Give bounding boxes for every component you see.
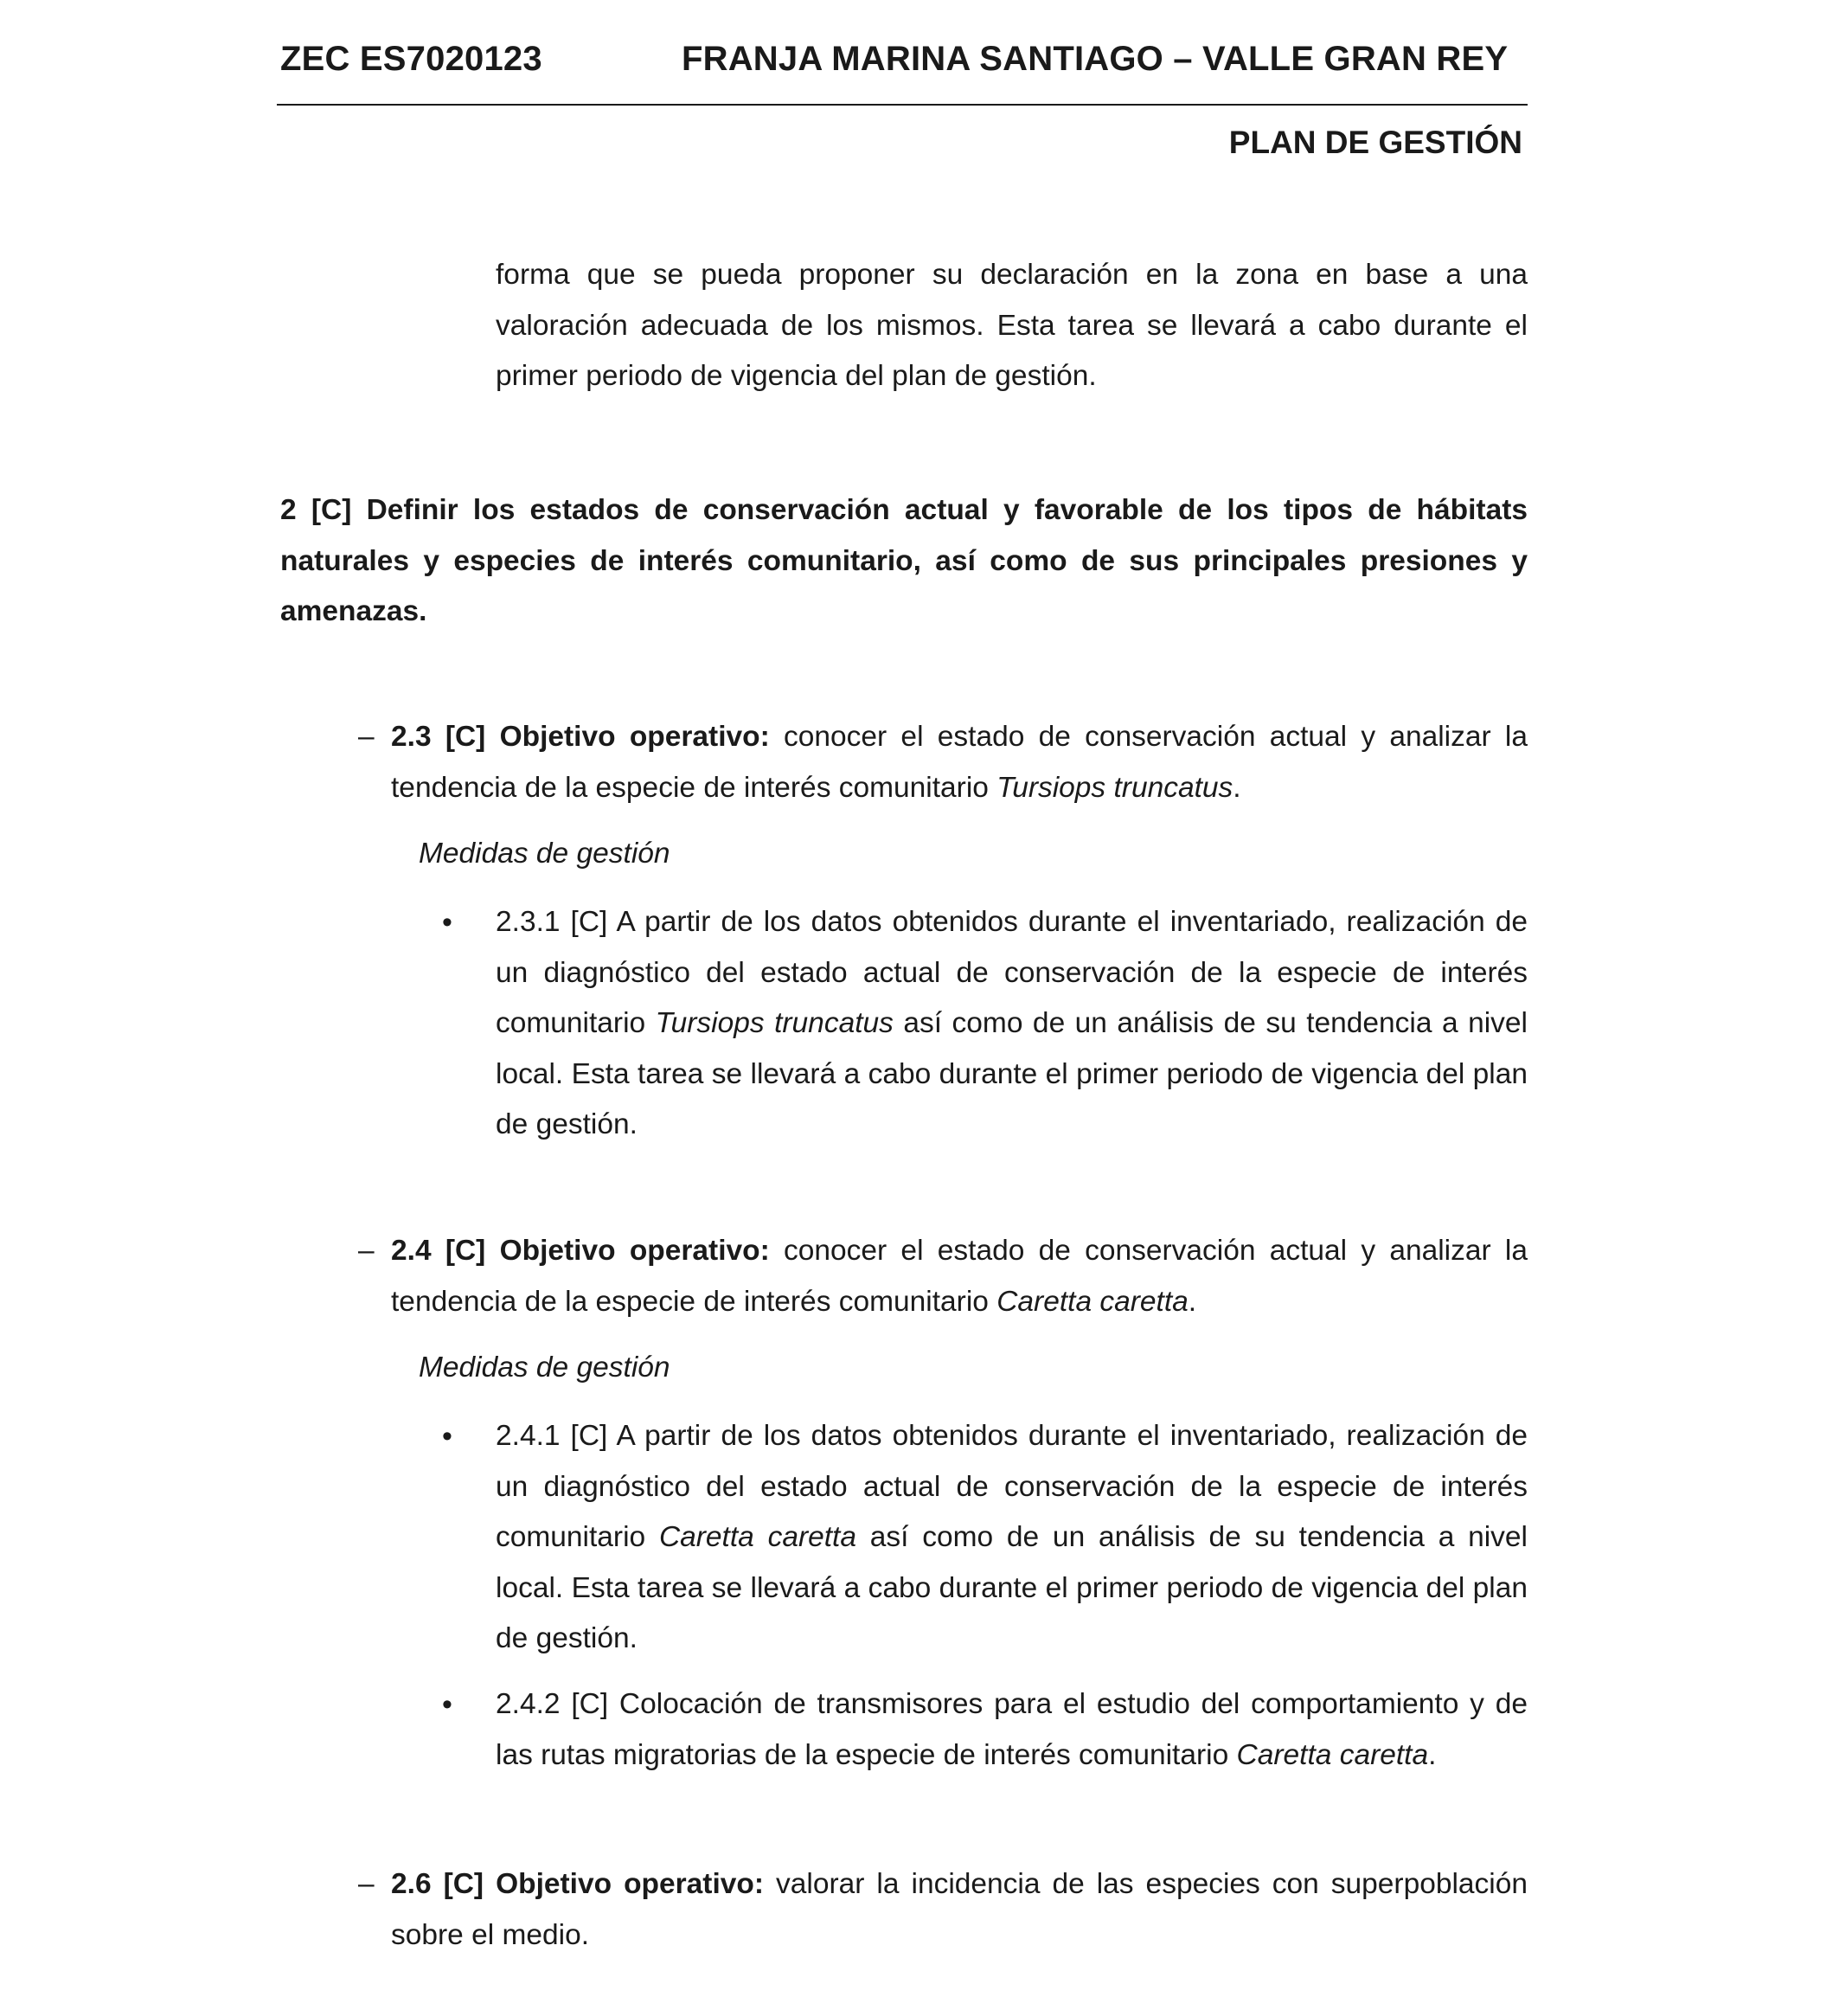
dash-marker: – xyxy=(358,1868,375,1900)
measure-2-4-1 xyxy=(496,1411,1528,1665)
intro-text: forma que se pueda proponer su declaración en la zona en base a una valoración adecuada de los mismos. Esta tarea se llevará a cabo durante el primer periodo de vigencia del plan de gestión. xyxy=(496,259,1528,392)
section-2-heading xyxy=(280,485,1528,638)
bullet-marker: • xyxy=(442,906,452,939)
objective-2-4 xyxy=(391,1226,1528,1327)
measure-2-4-1-species: Caretta caretta xyxy=(658,1521,856,1553)
bullet-marker: • xyxy=(442,1688,452,1721)
section-2-text: 2 [C] Definir los estados de conservación actual y favorable de los tipos de hábitats naturales y especies de interés comunitario, así como de sus principales presiones y amenazas. xyxy=(280,494,1528,627)
header-code: ZEC ES7020123 xyxy=(280,40,542,78)
measure-2-4-2-pre: 2.4.2 [C] Colocación de transmisores para el estudio del comportamiento y de las rutas migratorias de la especie de interés comunitario xyxy=(496,1688,1528,1771)
objective-2-4-species: Caretta caretta xyxy=(996,1285,1189,1318)
dash-marker: – xyxy=(358,1235,375,1267)
objective-2-6-text: valorar la incidencia de las especies con superpoblación sobre el medio. xyxy=(391,1868,1528,1951)
measure-2-4-1-post: así como de un análisis de su tendencia a nivel local. Esta tarea se llevará a cabo durante el primer periodo de vigencia del plan de gestión. xyxy=(496,1521,1528,1654)
measure-2-3-1 xyxy=(496,897,1528,1151)
objective-2-4-lead: 2.4 [C] Objetivo operativo: xyxy=(391,1235,770,1267)
objective-2-6-lead: 2.6 [C] Objetivo operativo: xyxy=(391,1868,765,1900)
objective-2-4-end: . xyxy=(1188,1285,1197,1318)
objective-2-3 xyxy=(391,712,1528,813)
measure-2-3-1-post: así como de un análisis de su tendencia a nivel local. Esta tarea se llevará a cabo durante el primer periodo de vigencia del plan de gestión. xyxy=(496,1007,1528,1140)
objective-2-4-text: conocer el estado de conservación actual y analizar la tendencia de la especie de interés comunitario xyxy=(391,1235,1528,1318)
measure-2-4-2-species: Caretta caretta xyxy=(1236,1738,1429,1771)
dash-marker: – xyxy=(358,721,375,753)
measure-2-4-2-post: . xyxy=(1428,1738,1437,1771)
intro-paragraph xyxy=(496,250,1528,402)
objective-2-3-text: conocer el estado de conservación actual y analizar la tendencia de la especie de interés comunitario xyxy=(391,721,1528,804)
medidas-heading-2-4: Medidas de gestión xyxy=(419,1351,670,1384)
objective-2-3-species: Tursiops truncatus xyxy=(996,771,1233,804)
header-subtitle: PLAN DE GESTIÓN xyxy=(1228,125,1522,160)
bullet-marker: • xyxy=(442,1420,452,1453)
measure-2-3-1-species: Tursiops truncatus xyxy=(655,1007,894,1039)
objective-2-3-lead: 2.3 [C] Objetivo operativo: xyxy=(391,721,770,753)
header-rule xyxy=(277,104,1528,106)
measure-2-4-1-pre: 2.4.1 [C] A partir de los datos obtenidos durante el inventariado, realización de un diagnóstico del estado actual de conservación de la especie de interés comunitario xyxy=(496,1420,1528,1553)
objective-2-6 xyxy=(391,1859,1528,1961)
objective-2-3-end: . xyxy=(1233,771,1241,804)
header-title: FRANJA MARINA SANTIAGO – VALLE GRAN REY xyxy=(682,40,1509,78)
measure-2-4-2 xyxy=(496,1679,1528,1781)
medidas-heading-2-3: Medidas de gestión xyxy=(419,838,670,870)
measure-2-3-1-pre: 2.3.1 [C] A partir de los datos obtenidos durante el inventariado, realización de un diagnóstico del estado actual de conservación de la especie de interés comunitario xyxy=(496,906,1528,1039)
